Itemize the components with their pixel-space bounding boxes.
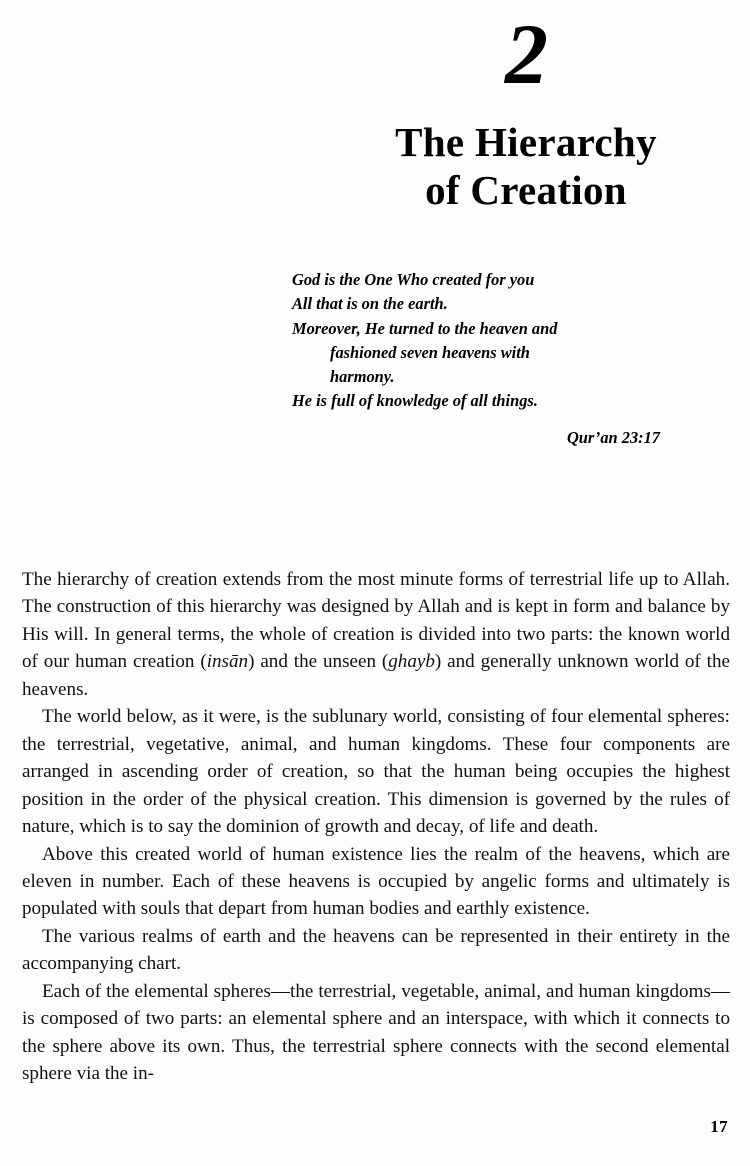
body-paragraph-2: The world below, as it were, is the sublunary world, consisting of four elemental spheres: the terrestrial, vegetative, animal, and human kingdoms. These four components are arranged in ascending order of creation, so that the human being occupies the highest position in the order of the physical creation. This dimension is governed by the rules of nature, which is to say the dominion of growth and decay, of life and death. bbox=[22, 706, 730, 838]
epigraph-line-1: God is the One Who created for you bbox=[292, 270, 535, 289]
chapter-number: 2 bbox=[505, 6, 547, 102]
epigraph-quote bbox=[292, 268, 692, 414]
epigraph-line-5: harmony. bbox=[330, 367, 395, 387]
chapter-title bbox=[320, 118, 732, 215]
epigraph-line-2: All that is on the earth. bbox=[292, 294, 448, 314]
epigraph-line-6: He is full of knowledge of all things. bbox=[292, 391, 538, 411]
epigraph-line-3: Moreover, He turned to the heaven and bbox=[292, 318, 558, 338]
epigraph-line-4: fashioned seven heavens with bbox=[330, 342, 530, 362]
body-paragraph-4: The various realms of earth and the heavens can be represented in their entirety in the accompanying chart. bbox=[22, 925, 730, 975]
transliterated-term: insān bbox=[206, 651, 249, 673]
body-text bbox=[22, 566, 730, 1088]
chapter-title-line-2: of Creation bbox=[425, 167, 627, 214]
epigraph-citation: Qur’an 23:17 bbox=[566, 428, 660, 447]
page-number: 17 bbox=[710, 1117, 728, 1136]
chapter-opener bbox=[320, 6, 732, 214]
body-paragraph-5: Each of the elemental spheres—the terrestrial, vegetable, animal, and human kingdoms—is composed of two parts: an elemental sphere and an interspace, with which it connects to the sphere above its own. Thus, the terrestrial sphere connects with the second elemental sphere via the in- bbox=[22, 980, 730, 1085]
body-paragraph-3: Above this created world of human existence lies the realm of the heavens, which are eleven in number. Each of these heavens is occupied by angelic forms and ultimately is populated with souls that depart from human bodies and earthly existence. bbox=[22, 843, 730, 920]
transliterated-term: ghayb bbox=[388, 651, 435, 673]
body-paragraph-1: The hierarchy of creation extends from the most minute forms of terrestrial life up to Allah. The construction of this hierarchy was designed by Allah and is kept in form and balance by His will. In general terms, the whole of creation is divided into two parts: the known world of our human creation (insān) and the unseen (ghayb) and generally unknown world of the heavens. bbox=[22, 569, 730, 700]
chapter-title-line-1: The Hierarchy bbox=[395, 118, 657, 165]
